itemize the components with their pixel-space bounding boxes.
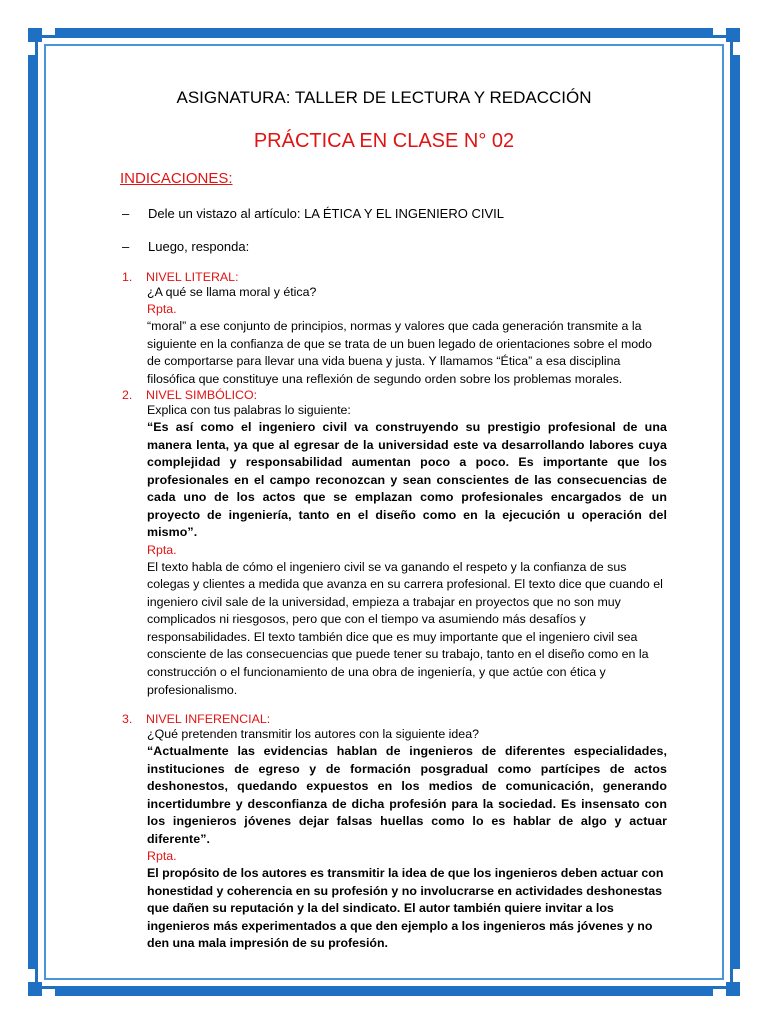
rpta-label: Rpta. <box>147 542 177 557</box>
frame-band-top <box>55 28 713 35</box>
section-number: 2. <box>122 388 133 402</box>
section-number: 3. <box>122 712 133 726</box>
section-title: NIVEL INFERENCIAL: <box>146 712 271 726</box>
subject-title: ASIGNATURA: TALLER DE LECTURA Y REDACCIÓN <box>176 88 592 107</box>
rpta-label: Rpta. <box>147 849 177 863</box>
section-inferencial <box>122 712 667 953</box>
section-simbolico <box>122 388 667 699</box>
dash-bullet: – <box>122 239 130 254</box>
frame-band-bottom <box>55 989 713 996</box>
practice-title: PRÁCTICA EN CLASE N° 02 <box>253 130 515 152</box>
section-question: ¿A qué se llama moral y ética? <box>147 285 317 299</box>
indications-label: INDICACIONES: <box>120 170 233 187</box>
section-title: NIVEL SIMBÓLICO: <box>146 388 258 402</box>
section-heading <box>122 712 667 726</box>
section-question: ¿Qué pretenden transmitir los autores con la siguiente idea? <box>147 727 479 741</box>
indication-text: Dele un vistazo al artículo: LA ÉTICA Y EL INGENIERO CIVIL <box>148 206 504 221</box>
indication-item <box>122 239 250 254</box>
section-quote: “Es así como el ingeniero civil va construyendo su prestigio profesional de una manera lenta, ya que al egresar de la universidad este va desarrollando labores cuya complejidad y responsabilidad aumentan poco a poco. Es importante que los profesionales en el campo reconozcan y sean conscientes de las consecuencias de cada uno de los actos que se emplazan como profesionales encargados de un proyecto de ingeniería, tanto en el diseño como en la ejecución u operación del mismo”. <box>147 420 667 539</box>
indication-text: Luego, responda: <box>148 239 250 254</box>
section-number: 1. <box>122 270 133 284</box>
section-heading <box>122 270 667 284</box>
section-question: Explica con tus palabras lo siguiente: <box>147 403 351 417</box>
frame-band-right <box>733 55 740 969</box>
dash-bullet: – <box>122 206 130 221</box>
section-title: NIVEL LITERAL: <box>146 270 239 284</box>
section-heading <box>122 388 667 402</box>
frame-band-left <box>28 55 35 969</box>
section-quote: “Actualmente las evidencias hablan de ingenieros de diferentes especialidades, instituciones de egreso y de formación posgradual como partícipes de actos deshonestos, quedando expuestos en los medios de comunicación, generando incertidumbre y desconfianza de dicha profesión para la sociedad. Es insensato con los ingenieros jóvenes dejar falsas huellas como lo es hablar de algo y actuar diferente”. <box>147 744 667 846</box>
section-answer: El propósito de los autores es transmitir la idea de que los ingenieros deben actuar con honestidad y coherencia en su profesión y no involucrarse en actividades deshonestas que dañen su reputación y la del sindicato. El autor también quiere invitar a los ingenieros más experimentados a que den ejemplo a los ingenieros más jóvenes y no den una mala impresión de su profesión. <box>147 866 664 951</box>
section-answer: “moral” a ese conjunto de principios, normas y valores que cada generación transmite a la siguiente en la confianza de que se trata de un buen legado de orientaciones sobre el modo de comportarse para llevar una vida buena y justa. Y llamamos “Ética” a esa disciplina filosófica que constituye una reflexión de segundo orden sobre los problemas morales. <box>147 319 652 386</box>
indication-item <box>122 206 504 221</box>
section-answer: El texto habla de cómo el ingeniero civil se va ganando el respeto y la confianza de sus colegas y clientes a medida que avanza en su carrera profesional. El texto dice que cuando el ingeniero civil sale de la universidad, empieza a trabajar en proyectos que no son muy complicados ni riesgosos, pero que con el tiempo va asumiendo más desafíos y responsabilidades. El texto también dice que es muy importante que el ingeniero civil sea consciente de las consecuencias que puede tener su trabajo, tanto en el diseño como en la construcción o el funcionamiento de una obra de ingeniería, y que actúe con ética y profesionalismo. <box>147 559 663 697</box>
section-literal <box>122 270 667 388</box>
rpta-label: Rpta. <box>147 302 177 316</box>
